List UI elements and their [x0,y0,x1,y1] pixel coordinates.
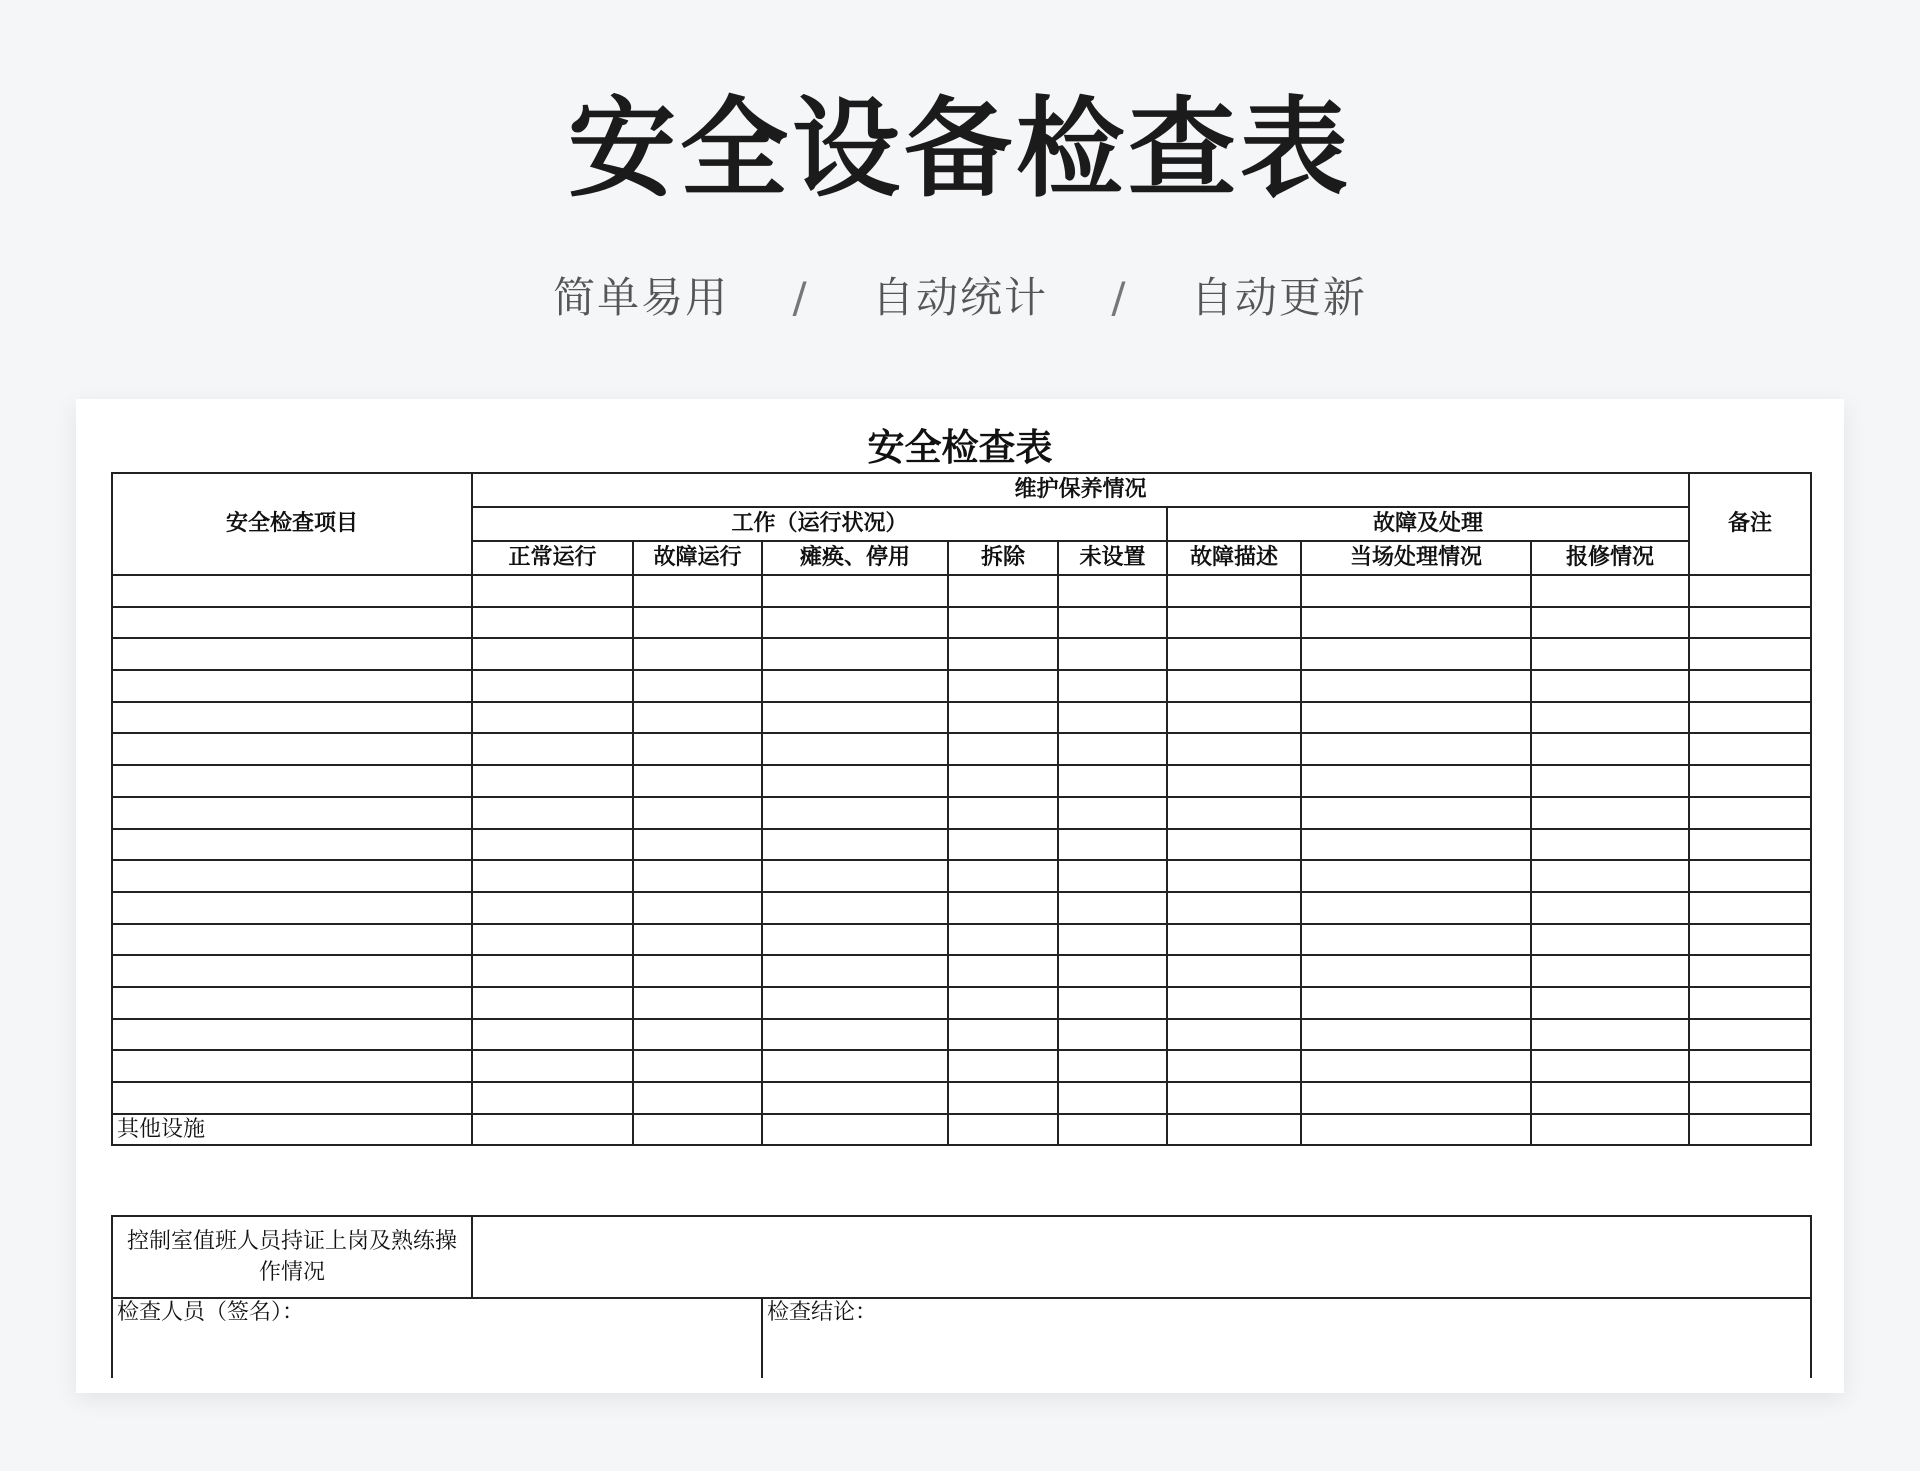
table-row [112,860,1811,892]
table-cell[interactable] [1058,670,1167,702]
table-row [112,924,1811,956]
table-cell[interactable] [1531,797,1689,829]
table-cell[interactable] [1058,860,1167,892]
table-cell[interactable] [1531,892,1689,924]
table-cell[interactable] [1531,1114,1689,1146]
table-cell[interactable] [948,1082,1058,1114]
table-cell[interactable] [1301,733,1531,765]
table-cell[interactable] [1531,955,1689,987]
table-cell[interactable] [1058,575,1167,607]
hero-title: 安全设备检查表 [567,87,1352,212]
table-cell[interactable] [948,797,1058,829]
row-label-cell[interactable] [112,987,472,1019]
row-label-cell[interactable] [112,1082,472,1114]
row-label-cell[interactable] [112,1019,472,1051]
table-cell[interactable] [1301,765,1531,797]
table-cell[interactable] [762,892,948,924]
row-label-cell[interactable] [112,797,472,829]
table-cell[interactable] [633,607,762,639]
table-row [112,1050,1811,1082]
control-room-value[interactable] [472,1216,1811,1298]
table-cell[interactable] [948,638,1058,670]
table-cell[interactable] [1689,955,1811,987]
table-cell[interactable] [948,575,1058,607]
table-cell[interactable] [1058,797,1167,829]
table-cell[interactable] [1689,733,1811,765]
table-row [112,638,1811,670]
row-label-cell[interactable] [112,670,472,702]
header-work: 工作（运行状况） [472,507,1167,541]
header-item: 安全检查项目 [112,473,472,575]
table-cell[interactable] [633,797,762,829]
inspection-conclusion[interactable]: 检查结论： [762,1298,1811,1378]
tag-separator: / [1111,273,1128,322]
table-cell[interactable] [472,987,633,1019]
table-cell[interactable] [472,860,633,892]
sheet-title: 安全检查表 [867,426,1053,469]
table-cell[interactable] [472,1050,633,1082]
table-cell[interactable] [472,829,633,861]
table-cell[interactable] [948,924,1058,956]
table-cell[interactable] [633,1019,762,1051]
table-cell[interactable] [1167,1050,1301,1082]
table-cell[interactable] [633,860,762,892]
table-cell[interactable] [1058,702,1167,734]
table-cell[interactable] [633,1050,762,1082]
table-cell[interactable] [1301,702,1531,734]
row-label-cell[interactable] [112,733,472,765]
table-cell[interactable] [762,575,948,607]
table-cell[interactable] [1689,702,1811,734]
table-cell[interactable] [1058,1019,1167,1051]
table-cell[interactable] [762,1082,948,1114]
table-cell[interactable] [633,892,762,924]
table-cell[interactable] [633,829,762,861]
table-cell[interactable] [1301,1019,1531,1051]
table-cell[interactable] [762,1019,948,1051]
table-cell[interactable] [1689,1019,1811,1051]
table-cell[interactable] [472,670,633,702]
table-cell[interactable] [948,860,1058,892]
table-cell[interactable] [1531,638,1689,670]
table-cell[interactable] [1058,924,1167,956]
table-row [112,987,1811,1019]
table-cell[interactable] [1167,670,1301,702]
table-cell[interactable] [1167,575,1301,607]
table-cell[interactable] [1058,1050,1167,1082]
table-cell[interactable] [762,702,948,734]
table-cell[interactable] [1301,575,1531,607]
table-cell[interactable] [762,765,948,797]
table-cell[interactable] [472,924,633,956]
table-cell[interactable] [1531,607,1689,639]
table-cell[interactable] [633,987,762,1019]
table-cell[interactable] [1689,1082,1811,1114]
table-cell[interactable] [948,829,1058,861]
table-row [112,1082,1811,1114]
table-cell[interactable] [1167,607,1301,639]
row-label-cell[interactable] [112,702,472,734]
tag-auto-stats: 自动统计 [871,273,1048,322]
table-cell[interactable] [948,1050,1058,1082]
table-cell[interactable] [1167,860,1301,892]
table-cell[interactable] [633,1082,762,1114]
table-row [112,765,1811,797]
table-cell[interactable] [1689,670,1811,702]
table-cell[interactable] [1531,1050,1689,1082]
table-cell[interactable] [1167,765,1301,797]
sheet-card [76,399,1844,1393]
table-cell[interactable] [1531,1082,1689,1114]
table-cell[interactable] [762,955,948,987]
inspector-signature[interactable]: 检查人员（签名）： [112,1298,762,1378]
header-remark: 备注 [1689,473,1811,575]
control-room-label: 控制室值班人员持证上岗及熟练操作情况 [112,1216,472,1298]
table-cell[interactable] [1301,892,1531,924]
table-cell[interactable] [633,955,762,987]
subheader-cell: 故障描述 [1167,541,1301,575]
table-cell[interactable] [762,829,948,861]
tagline [0,268,1920,328]
table-cell[interactable] [1301,987,1531,1019]
row-label-cell[interactable] [112,607,472,639]
table-cell[interactable] [1531,987,1689,1019]
table-cell[interactable] [1301,924,1531,956]
row-label-cell[interactable] [112,765,472,797]
subheader-cell: 瘫痪、停用 [762,541,948,575]
table-cell[interactable] [1058,607,1167,639]
table-cell[interactable] [472,892,633,924]
table-cell[interactable] [1058,1082,1167,1114]
row-label-cell[interactable]: 其他设施 [112,1114,472,1146]
table-cell[interactable] [1689,987,1811,1019]
table-cell[interactable] [1058,987,1167,1019]
table-row [112,733,1811,765]
row-label-cell[interactable] [112,860,472,892]
table-cell[interactable] [472,607,633,639]
table-cell[interactable] [1689,860,1811,892]
table-cell[interactable] [633,638,762,670]
table-cell[interactable] [1689,892,1811,924]
table-cell[interactable] [1531,765,1689,797]
subheader-cell: 当场处理情况 [1301,541,1531,575]
table-cell[interactable] [633,765,762,797]
table-cell[interactable] [633,575,762,607]
table-cell[interactable] [472,797,633,829]
table-cell[interactable] [1689,607,1811,639]
inspection-table [111,472,1812,1146]
table-cell[interactable] [1167,1082,1301,1114]
table-row [112,670,1811,702]
table-cell[interactable] [1058,829,1167,861]
footer-table [111,1215,1812,1378]
table-row [112,829,1811,861]
table-cell[interactable] [762,924,948,956]
table-cell[interactable] [1689,638,1811,670]
table-cell[interactable] [1531,575,1689,607]
table-cell[interactable] [1301,829,1531,861]
table-cell[interactable] [1301,670,1531,702]
subheader-cell: 报修情况 [1531,541,1689,575]
table-cell[interactable] [633,924,762,956]
row-label-cell[interactable] [112,955,472,987]
header-maintenance: 维护保养情况 [472,473,1689,507]
subheader-cell: 故障运行 [633,541,762,575]
table-cell[interactable] [948,892,1058,924]
table-row [112,955,1811,987]
table-cell[interactable] [1058,765,1167,797]
table-cell[interactable] [1058,892,1167,924]
table-cell[interactable] [762,1114,948,1146]
table-cell[interactable] [633,733,762,765]
table-cell[interactable] [762,638,948,670]
table-cell[interactable] [1301,638,1531,670]
table-cell[interactable] [1531,924,1689,956]
table-cell[interactable] [472,1019,633,1051]
table-cell[interactable] [633,670,762,702]
table-cell[interactable] [1689,575,1811,607]
table-row [112,892,1811,924]
table-row [112,607,1811,639]
table-cell[interactable] [1058,955,1167,987]
table-cell[interactable] [1167,892,1301,924]
tag-easy: 简单易用 [553,273,730,322]
table-cell[interactable] [472,1114,633,1146]
tag-separator: / [792,273,809,322]
subheader-cell: 正常运行 [472,541,633,575]
tag-auto-update: 自动更新 [1190,273,1367,322]
table-cell[interactable] [948,765,1058,797]
table-cell[interactable] [1167,702,1301,734]
table-cell[interactable] [472,575,633,607]
table-cell[interactable] [948,702,1058,734]
table-cell[interactable] [1531,670,1689,702]
table-row [112,575,1811,607]
table-cell[interactable] [948,1019,1058,1051]
table-cell[interactable] [762,797,948,829]
table-cell[interactable] [1301,1050,1531,1082]
table-cell[interactable] [1689,1050,1811,1082]
header-fault: 故障及处理 [1167,507,1689,541]
table-cell[interactable] [1301,1114,1531,1146]
row-label-cell[interactable] [112,575,472,607]
subheader-cell: 拆除 [948,541,1058,575]
table-cell[interactable] [1167,987,1301,1019]
table-cell[interactable] [633,1114,762,1146]
table-cell[interactable] [762,860,948,892]
row-label-cell[interactable] [112,892,472,924]
row-label-cell[interactable] [112,829,472,861]
row-label-cell[interactable] [112,638,472,670]
table-cell[interactable] [472,638,633,670]
table-cell[interactable] [948,955,1058,987]
table-cell[interactable] [1167,638,1301,670]
table-cell[interactable] [472,733,633,765]
table-cell[interactable] [948,607,1058,639]
table-cell[interactable] [472,1082,633,1114]
table-cell[interactable] [1531,860,1689,892]
subheader-cell: 未设置 [1058,541,1167,575]
table-cell[interactable] [1167,1114,1301,1146]
table-cell[interactable] [762,987,948,1019]
table-cell[interactable] [1167,955,1301,987]
table-row [112,1019,1811,1051]
table-cell[interactable] [1167,797,1301,829]
table-cell[interactable] [1689,765,1811,797]
row-label-cell[interactable] [112,1050,472,1082]
table-cell[interactable] [1058,638,1167,670]
table-cell[interactable] [1167,829,1301,861]
table-cell[interactable] [948,987,1058,1019]
table-cell[interactable] [472,955,633,987]
table-cell[interactable] [1301,607,1531,639]
table-row [112,797,1811,829]
table-cell[interactable] [762,733,948,765]
table-cell[interactable] [1301,955,1531,987]
table-cell[interactable] [1058,1114,1167,1146]
table-row [112,702,1811,734]
table-cell[interactable] [948,733,1058,765]
table-cell[interactable] [1689,1114,1811,1146]
table-cell[interactable] [1301,797,1531,829]
row-label-cell[interactable] [112,924,472,956]
table-cell[interactable] [948,1114,1058,1146]
table-cell[interactable] [1167,924,1301,956]
table-cell[interactable] [1689,797,1811,829]
table-cell[interactable] [1531,829,1689,861]
table-cell[interactable] [633,702,762,734]
table-cell[interactable] [1689,924,1811,956]
table-cell[interactable] [1167,733,1301,765]
table-cell[interactable] [1531,733,1689,765]
table-cell[interactable] [1301,860,1531,892]
table-cell[interactable] [762,607,948,639]
table-cell[interactable] [1531,702,1689,734]
table-cell[interactable] [472,702,633,734]
table-cell[interactable] [762,670,948,702]
table-row [112,1114,1811,1146]
table-cell[interactable] [1531,1019,1689,1051]
table-cell[interactable] [948,670,1058,702]
table-cell[interactable] [1689,829,1811,861]
table-cell[interactable] [1167,1019,1301,1051]
table-cell[interactable] [1058,733,1167,765]
table-cell[interactable] [1301,1082,1531,1114]
table-cell[interactable] [472,765,633,797]
table-cell[interactable] [762,1050,948,1082]
